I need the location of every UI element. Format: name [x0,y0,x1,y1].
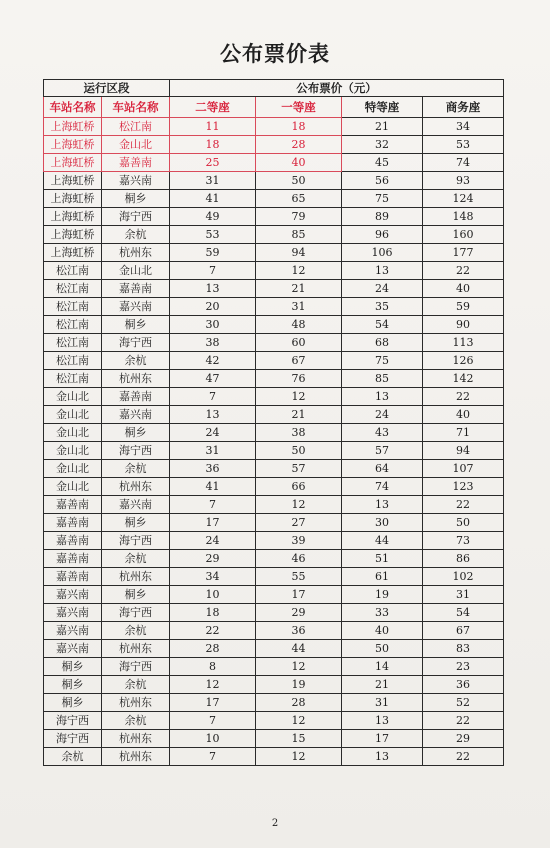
from-station-cell: 嘉兴南 [44,640,102,658]
first-class-fare: 48 [256,316,342,334]
second-class-fare: 17 [170,514,256,532]
second-class-fare: 28 [170,640,256,658]
second-class-fare: 11 [170,118,256,136]
table-row [44,658,504,676]
second-class-fare: 13 [170,280,256,298]
first-class-fare: 94 [256,244,342,262]
second-class-fare: 12 [170,676,256,694]
premium-class-fare: 96 [342,226,423,244]
first-class-fare: 28 [256,694,342,712]
business-class-fare: 102 [423,568,504,586]
premium-class-fare: 13 [342,262,423,280]
second-class-fare: 49 [170,208,256,226]
to-station-cell: 桐乡 [102,586,170,604]
first-class-fare: 40 [256,154,342,172]
table-row [44,136,504,154]
first-class-fare: 65 [256,190,342,208]
premium-class-fare: 13 [342,712,423,730]
table-row [44,550,504,568]
business-class-fare: 160 [423,226,504,244]
from-station-cell: 嘉兴南 [44,604,102,622]
first-class-fare: 12 [256,658,342,676]
to-station-cell: 桐乡 [102,190,170,208]
from-station-cell: 金山北 [44,460,102,478]
from-station-cell: 金山北 [44,478,102,496]
premium-class-fare: 50 [342,640,423,658]
table-row [44,514,504,532]
second-class-fare: 30 [170,316,256,334]
from-station-cell: 松江南 [44,262,102,280]
business-class-fare: 148 [423,208,504,226]
first-class-fare: 79 [256,208,342,226]
premium-class-fare: 24 [342,406,423,424]
business-class-fare: 123 [423,478,504,496]
first-class-fare: 44 [256,640,342,658]
second-class-fare: 47 [170,370,256,388]
first-class-fare: 15 [256,730,342,748]
to-station-cell: 余杭 [102,712,170,730]
fare-header: 公布票价（元） [170,80,504,97]
from-station-cell: 嘉善南 [44,568,102,586]
premium-class-fare: 44 [342,532,423,550]
to-station-cell: 桐乡 [102,316,170,334]
to-station-cell: 余杭 [102,460,170,478]
table-row [44,676,504,694]
to-station-cell: 嘉善南 [102,280,170,298]
first-class-fare: 17 [256,586,342,604]
table-row [44,712,504,730]
premium-class-fare: 21 [342,676,423,694]
business-class-fare: 40 [423,280,504,298]
from-station-cell: 松江南 [44,280,102,298]
to-station-cell: 海宁西 [102,658,170,676]
to-station-cell: 桐乡 [102,424,170,442]
business-class-fare: 22 [423,262,504,280]
first-class-fare: 21 [256,280,342,298]
premium-class-fare: 40 [342,622,423,640]
second-class-fare: 7 [170,388,256,406]
business-class-fare: 74 [423,154,504,172]
business-class-fare: 34 [423,118,504,136]
table-row [44,208,504,226]
premium-class-fare: 24 [342,280,423,298]
premium-class-fare: 74 [342,478,423,496]
from-station-cell: 嘉善南 [44,514,102,532]
to-station-cell: 桐乡 [102,514,170,532]
first-class-fare: 12 [256,748,342,766]
second-class-fare: 22 [170,622,256,640]
business-class-fare: 22 [423,388,504,406]
page-number: 2 [271,818,279,829]
business-class-fare: 90 [423,316,504,334]
header-row-columns [44,97,504,118]
table-row [44,118,504,136]
second-class-fare: 7 [170,712,256,730]
first-class-fare: 12 [256,496,342,514]
business-class-fare: 29 [423,730,504,748]
premium-class-fare: 33 [342,604,423,622]
premium-class-fare: 19 [342,586,423,604]
table-row [44,334,504,352]
from-station-cell: 嘉善南 [44,550,102,568]
second-class-fare: 8 [170,658,256,676]
business-class-fare: 53 [423,136,504,154]
premium-class-fare: 51 [342,550,423,568]
table-row [44,460,504,478]
from-station-cell: 上海虹桥 [44,244,102,262]
to-station-cell: 松江南 [102,118,170,136]
table-row [44,190,504,208]
from-station-cell: 金山北 [44,424,102,442]
to-station-cell: 海宁西 [102,208,170,226]
to-station-cell: 金山北 [102,136,170,154]
to-station-cell: 余杭 [102,550,170,568]
to-station-cell: 嘉兴南 [102,298,170,316]
first-class-fare: 21 [256,406,342,424]
second-class-fare: 53 [170,226,256,244]
business-class-fare: 113 [423,334,504,352]
from-station-cell: 上海虹桥 [44,190,102,208]
first-class-header: 一等座 [256,97,342,118]
table-row [44,424,504,442]
table-row [44,640,504,658]
table-row [44,478,504,496]
second-class-fare: 31 [170,172,256,190]
first-class-fare: 28 [256,136,342,154]
to-station-cell: 嘉兴南 [102,406,170,424]
first-class-fare: 36 [256,622,342,640]
from-station-cell: 桐乡 [44,658,102,676]
table-row [44,532,504,550]
from-station-cell: 上海虹桥 [44,136,102,154]
second-class-fare: 25 [170,154,256,172]
table-row [44,280,504,298]
to-station-cell: 海宁西 [102,604,170,622]
business-class-fare: 54 [423,604,504,622]
to-station-cell: 余杭 [102,676,170,694]
from-station-cell: 嘉兴南 [44,586,102,604]
from-station-cell: 上海虹桥 [44,226,102,244]
table-row [44,568,504,586]
table-row [44,586,504,604]
business-class-fare: 73 [423,532,504,550]
first-class-fare: 12 [256,388,342,406]
premium-class-fare: 54 [342,316,423,334]
first-class-fare: 50 [256,442,342,460]
second-class-fare: 42 [170,352,256,370]
business-class-fare: 40 [423,406,504,424]
business-class-fare: 52 [423,694,504,712]
premium-class-fare: 43 [342,424,423,442]
from-station-cell: 松江南 [44,298,102,316]
table-row [44,154,504,172]
to-station-cell: 杭州东 [102,694,170,712]
table-row [44,442,504,460]
to-station-cell: 余杭 [102,622,170,640]
second-class-fare: 18 [170,604,256,622]
second-class-fare: 7 [170,262,256,280]
table-row [44,244,504,262]
from-station-cell: 嘉善南 [44,496,102,514]
from-station-cell: 海宁西 [44,712,102,730]
from-station-cell: 桐乡 [44,676,102,694]
first-class-fare: 60 [256,334,342,352]
second-class-fare: 18 [170,136,256,154]
to-station-cell: 杭州东 [102,478,170,496]
first-class-fare: 27 [256,514,342,532]
to-station-cell: 杭州东 [102,370,170,388]
to-station-header: 车站名称 [102,97,170,118]
to-station-cell: 杭州东 [102,568,170,586]
premium-class-fare: 32 [342,136,423,154]
table-row [44,622,504,640]
premium-class-fare: 45 [342,154,423,172]
table-row [44,604,504,622]
page-title: 公布票价表 [220,41,330,66]
premium-class-fare: 64 [342,460,423,478]
second-class-fare: 38 [170,334,256,352]
from-station-cell: 金山北 [44,406,102,424]
from-station-cell: 嘉兴南 [44,622,102,640]
business-class-fare: 86 [423,550,504,568]
business-class-fare: 124 [423,190,504,208]
first-class-fare: 12 [256,262,342,280]
from-station-cell: 松江南 [44,352,102,370]
business-class-fare: 107 [423,460,504,478]
from-station-cell: 桐乡 [44,694,102,712]
premium-class-fare: 13 [342,388,423,406]
to-station-cell: 杭州东 [102,748,170,766]
from-station-cell: 金山北 [44,388,102,406]
premium-class-fare: 31 [342,694,423,712]
table-row [44,694,504,712]
to-station-cell: 杭州东 [102,640,170,658]
premium-class-fare: 30 [342,514,423,532]
fare-table [43,79,504,766]
to-station-cell: 嘉兴南 [102,496,170,514]
to-station-cell: 海宁西 [102,334,170,352]
table-row [44,748,504,766]
second-class-fare: 34 [170,568,256,586]
to-station-cell: 嘉善南 [102,154,170,172]
table-row [44,370,504,388]
table-row [44,316,504,334]
first-class-fare: 66 [256,478,342,496]
table-row [44,406,504,424]
table-row [44,298,504,316]
table-row [44,730,504,748]
first-class-fare: 85 [256,226,342,244]
first-class-fare: 55 [256,568,342,586]
premium-class-fare: 85 [342,370,423,388]
premium-class-fare: 13 [342,748,423,766]
second-class-fare: 7 [170,748,256,766]
first-class-fare: 50 [256,172,342,190]
second-class-header: 二等座 [170,97,256,118]
business-class-fare: 36 [423,676,504,694]
second-class-fare: 29 [170,550,256,568]
second-class-fare: 41 [170,190,256,208]
header-row-top [44,80,504,97]
to-station-cell: 嘉善南 [102,388,170,406]
first-class-fare: 29 [256,604,342,622]
second-class-fare: 31 [170,442,256,460]
business-class-fare: 177 [423,244,504,262]
table-row [44,172,504,190]
business-class-fare: 23 [423,658,504,676]
to-station-cell: 海宁西 [102,532,170,550]
first-class-fare: 31 [256,298,342,316]
first-class-fare: 19 [256,676,342,694]
from-station-cell: 上海虹桥 [44,118,102,136]
business-class-fare: 93 [423,172,504,190]
second-class-fare: 41 [170,478,256,496]
from-station-cell: 上海虹桥 [44,154,102,172]
premium-class-fare: 106 [342,244,423,262]
from-station-cell: 松江南 [44,316,102,334]
premium-class-fare: 13 [342,496,423,514]
first-class-fare: 67 [256,352,342,370]
to-station-cell: 杭州东 [102,730,170,748]
from-station-cell: 金山北 [44,442,102,460]
from-station-cell: 松江南 [44,334,102,352]
business-class-fare: 67 [423,622,504,640]
premium-class-fare: 21 [342,118,423,136]
table-row [44,496,504,514]
to-station-cell: 杭州东 [102,244,170,262]
second-class-fare: 17 [170,694,256,712]
second-class-fare: 24 [170,424,256,442]
premium-class-fare: 75 [342,352,423,370]
first-class-fare: 38 [256,424,342,442]
premium-class-fare: 35 [342,298,423,316]
table-row [44,262,504,280]
premium-class-fare: 75 [342,190,423,208]
to-station-cell: 金山北 [102,262,170,280]
business-class-fare: 126 [423,352,504,370]
business-class-fare: 22 [423,712,504,730]
to-station-cell: 海宁西 [102,442,170,460]
from-station-cell: 松江南 [44,370,102,388]
first-class-fare: 57 [256,460,342,478]
from-station-cell: 上海虹桥 [44,208,102,226]
first-class-fare: 18 [256,118,342,136]
from-station-cell: 余杭 [44,748,102,766]
second-class-fare: 20 [170,298,256,316]
from-station-cell: 上海虹桥 [44,172,102,190]
premium-class-header: 特等座 [342,97,423,118]
table-row [44,226,504,244]
from-station-header: 车站名称 [44,97,102,118]
premium-class-fare: 17 [342,730,423,748]
second-class-fare: 10 [170,586,256,604]
first-class-fare: 12 [256,712,342,730]
first-class-fare: 39 [256,532,342,550]
second-class-fare: 13 [170,406,256,424]
to-station-cell: 余杭 [102,352,170,370]
first-class-fare: 46 [256,550,342,568]
second-class-fare: 59 [170,244,256,262]
business-class-fare: 142 [423,370,504,388]
section-header: 运行区段 [44,80,170,97]
table-row [44,352,504,370]
business-class-fare: 50 [423,514,504,532]
premium-class-fare: 57 [342,442,423,460]
from-station-cell: 海宁西 [44,730,102,748]
business-class-fare: 22 [423,748,504,766]
premium-class-fare: 89 [342,208,423,226]
to-station-cell: 余杭 [102,226,170,244]
business-class-fare: 71 [423,424,504,442]
premium-class-fare: 61 [342,568,423,586]
second-class-fare: 10 [170,730,256,748]
first-class-fare: 76 [256,370,342,388]
fare-table-body [44,118,504,766]
business-class-fare: 31 [423,586,504,604]
premium-class-fare: 68 [342,334,423,352]
to-station-cell: 嘉兴南 [102,172,170,190]
second-class-fare: 36 [170,460,256,478]
business-class-fare: 83 [423,640,504,658]
table-row [44,388,504,406]
business-class-header: 商务座 [423,97,504,118]
business-class-fare: 22 [423,496,504,514]
business-class-fare: 59 [423,298,504,316]
premium-class-fare: 56 [342,172,423,190]
business-class-fare: 94 [423,442,504,460]
premium-class-fare: 14 [342,658,423,676]
second-class-fare: 24 [170,532,256,550]
second-class-fare: 7 [170,496,256,514]
from-station-cell: 嘉善南 [44,532,102,550]
